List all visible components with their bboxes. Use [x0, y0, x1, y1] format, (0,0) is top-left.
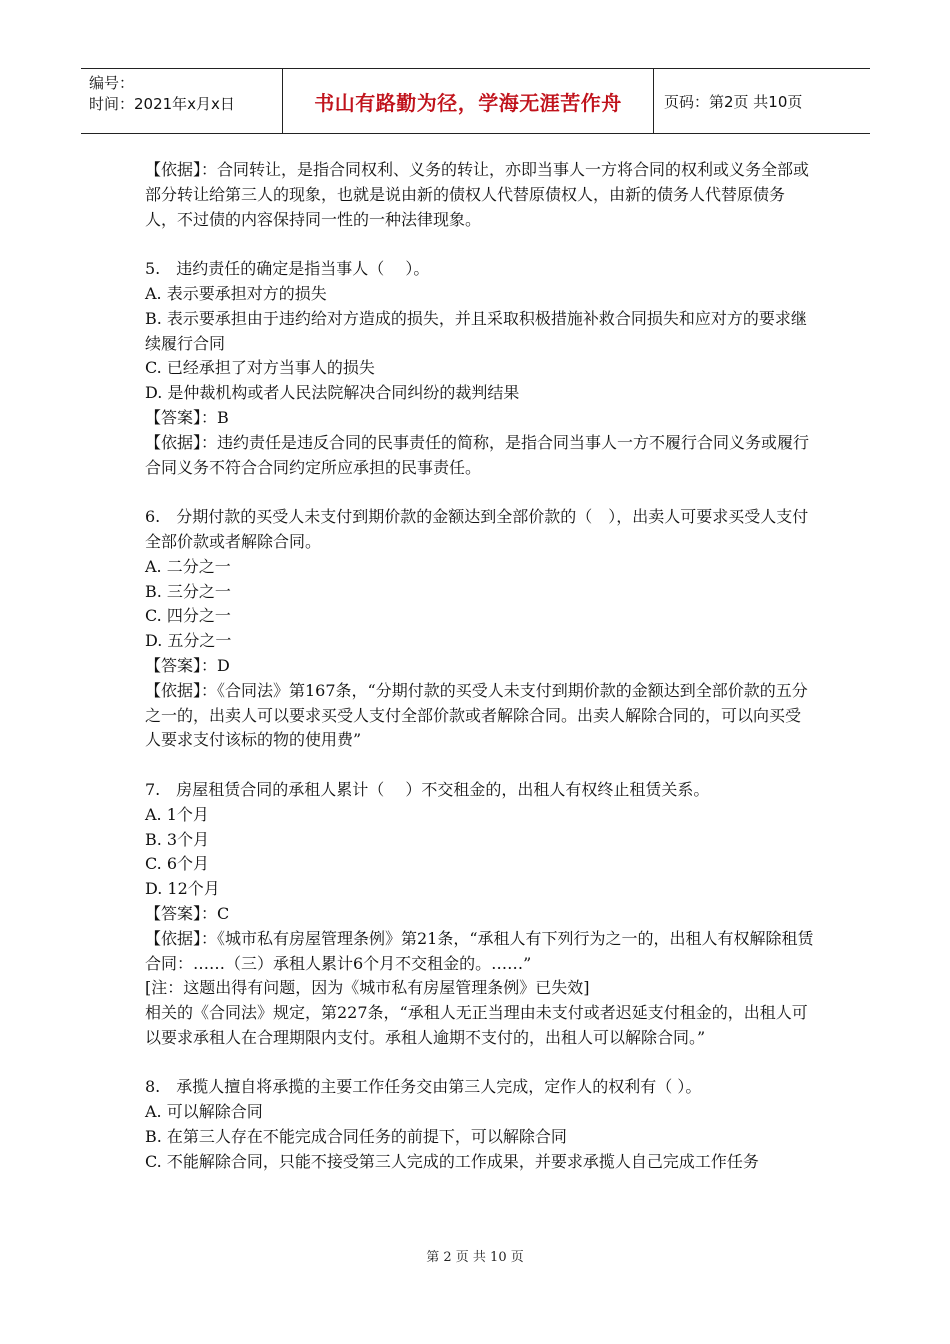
basis: 【依据】：《城市私有房屋管理条例》第21条，“承租人有下列行为之一的，出租人有权解除租赁合同：……（三）承租人累计6个月不交租金的。……” — [145, 928, 814, 973]
option-a: A. 二分之一 — [145, 556, 231, 576]
option-d: D. 12个月 — [145, 879, 220, 899]
page-header — [81, 68, 870, 134]
header-info — [81, 69, 282, 133]
option-d: D. 是仲裁机构或者人民法院解决合同纠纷的裁判结果 — [145, 383, 520, 403]
question-5 — [145, 257, 815, 480]
option-b: B. 表示要承担由于违约给对方造成的损失，并且采取积极措施补救合同损失和应对方的要求继续履行合同 — [145, 308, 807, 353]
answer: 【答案】：D — [145, 655, 230, 675]
basis: 【依据】：《合同法》第167条，“分期付款的买受人未支付到期价款的金额达到全部价款的五分之一的，出卖人可以要求买受人支付全部价款或者解除合同。出卖人解除合同的，可以向买受人要求支付该标的物的使用费” — [145, 680, 808, 750]
option-c: C. 已经承担了对方当事人的损失 — [145, 358, 375, 378]
option-b: B. 3个月 — [145, 829, 210, 849]
question-text: 5. 违约责任的确定是指当事人（ ）。 — [145, 259, 430, 279]
option-b: B. 在第三人存在不能完成合同任务的前提下，可以解除合同 — [145, 1127, 567, 1147]
option-a: A. 表示要承担对方的损失 — [145, 283, 327, 303]
option-c: C. 不能解除合同，只能不接受第三人完成的工作成果，并要求承揽人自己完成工作任务 — [145, 1151, 759, 1171]
option-c: C. 6个月 — [145, 854, 210, 874]
question-8 — [145, 1075, 815, 1174]
question-7 — [145, 778, 815, 1051]
header-page-code: 页码：第2页 共10页 — [664, 92, 803, 111]
related-law: 相关的《合同法》规定，第227条，“承租人无正当理由未支付或者迟延支付租金的，出租人可以要求承租人在合理期限内支付。承租人逾期不支付的，出租人可以解除合同。” — [145, 1003, 808, 1047]
date-line: 时间：2021年x月x日 — [89, 95, 235, 113]
serial-label: 编号： — [89, 74, 135, 92]
option-a: A. 可以解除合同 — [145, 1102, 263, 1122]
note: [注：这题出得有问题，因为《城市私有房屋管理条例》已失效] — [145, 978, 590, 998]
question-text: 8. 承揽人擅自将承揽的主要工作任务交由第三人完成，定作人的权利有（ ）。 — [145, 1077, 702, 1097]
question-text: 7. 房屋租赁合同的承租人累计（ ）不交租金的，出租人有权终止租赁关系。 — [145, 779, 710, 799]
answer: 【答案】：B — [145, 407, 229, 427]
option-d: D. 五分之一 — [145, 631, 232, 651]
header-motto: 书山有路勤为径，学海无涯苦作舟 — [282, 69, 654, 133]
document-body — [145, 158, 815, 1175]
question-6 — [145, 505, 815, 753]
option-c: C. 四分之一 — [145, 606, 231, 626]
basis: 【依据】：违约责任是违反合同的民事责任的简称，是指合同当事人一方不履行合同义务或履行合同义务不符合合同约定所应承担的民事责任。 — [145, 432, 810, 477]
page-footer: 第 2 页 共 10 页 — [426, 1250, 524, 1265]
basis-paragraph: 【依据】：合同转让，是指合同权利、义务的转让，亦即当事人一方将合同的权利或义务全部或部分转让给第三人的现象，也就是说由新的债权人代替原债权人，由新的债务人代替原债务人，不过债的内容保持同一性的一种法律现象。 — [145, 160, 810, 229]
answer: 【答案】：C — [145, 903, 230, 923]
option-a: A. 1个月 — [145, 804, 209, 824]
option-b: B. 三分之一 — [145, 581, 231, 601]
question-text: 6. 分期付款的买受人未支付到期价款的金额达到全部价款的（ ），出卖人可要求买受人支付全部价款或者解除合同。 — [145, 507, 809, 551]
